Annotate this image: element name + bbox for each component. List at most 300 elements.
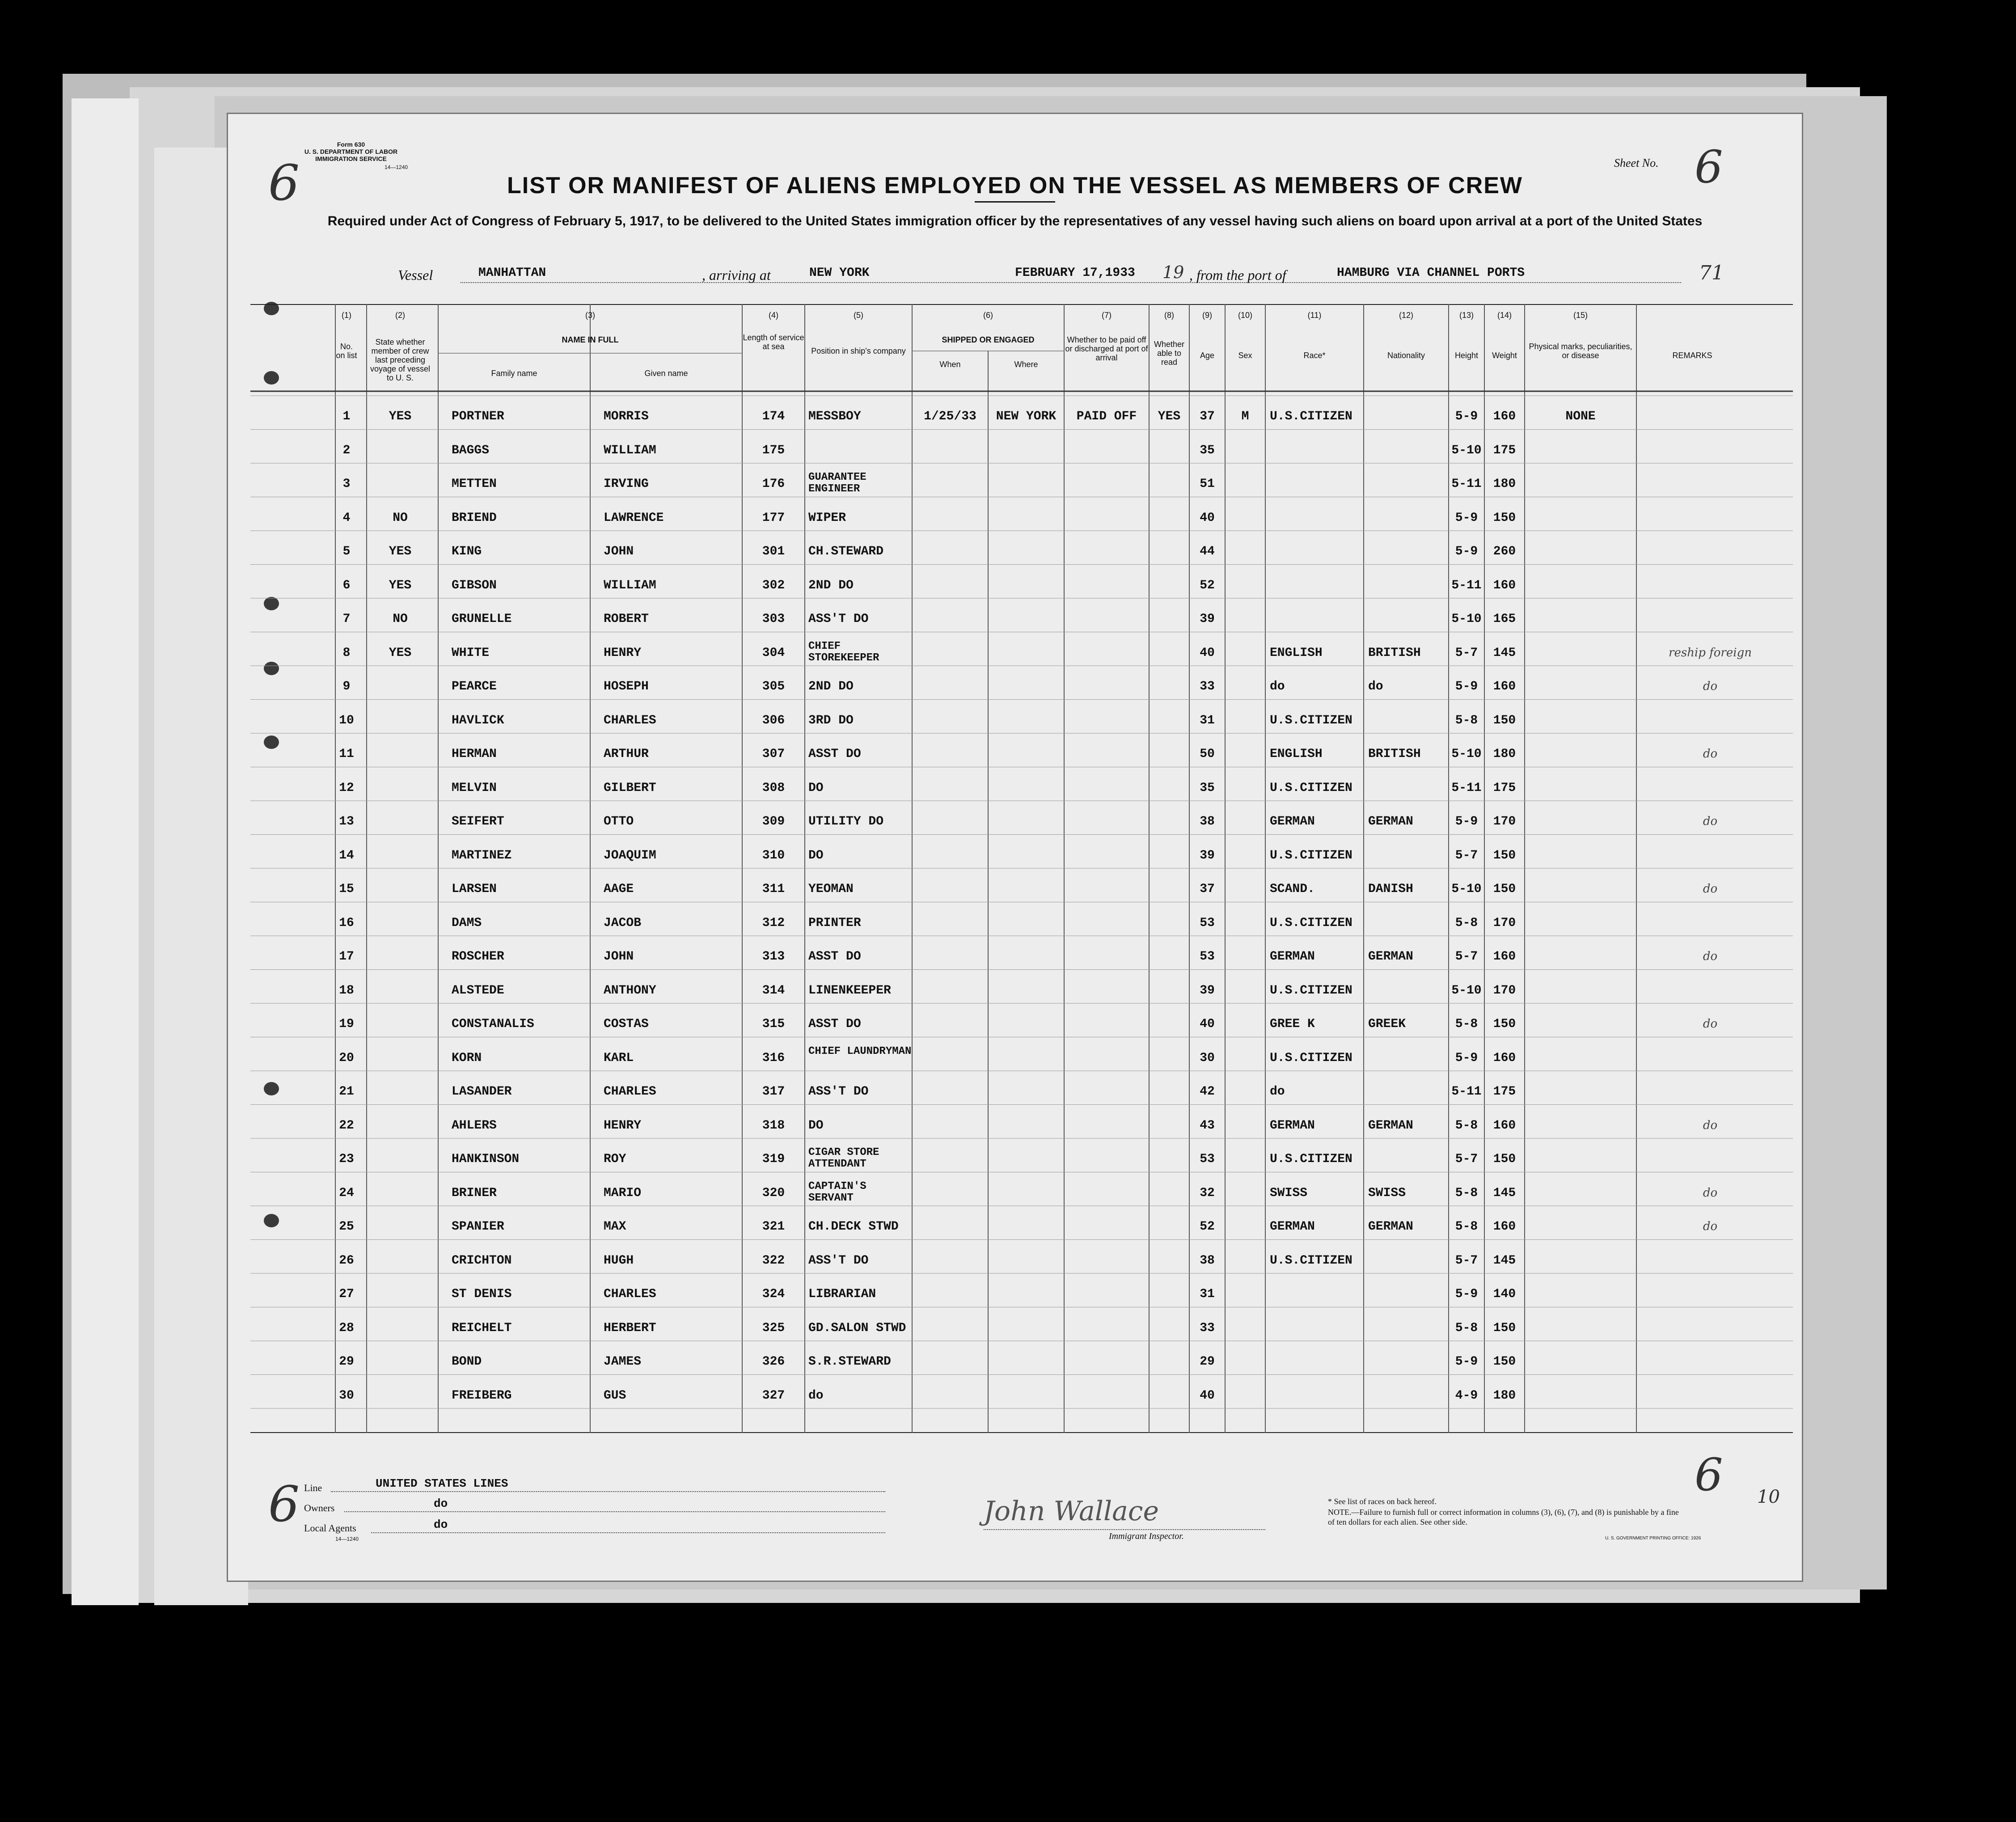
agents-value: do: [434, 1518, 448, 1531]
cell-no: 12: [339, 781, 354, 795]
col-num-12: (12): [1399, 311, 1413, 320]
header-length-of-service: Length of service at sea: [743, 333, 804, 351]
cell-no: 10: [339, 713, 354, 727]
cell-given: KARL: [604, 1051, 634, 1065]
cell-no: 18: [339, 983, 354, 998]
inspector-label: Immigrant Inspector.: [1109, 1531, 1184, 1541]
cell-family: PEARCE: [452, 680, 497, 693]
cell-height: 5-8: [1455, 1017, 1478, 1031]
agents-code: 14—1240: [335, 1536, 359, 1542]
cell-position: ASST DO: [808, 1017, 861, 1031]
cell-service: 325: [762, 1321, 785, 1335]
cell-age: 40: [1200, 511, 1215, 525]
cell-nationality: GERMAN: [1368, 1118, 1413, 1133]
sheet-no-value: 6: [1695, 141, 1723, 193]
cell-age: 50: [1200, 747, 1215, 761]
header-paid-off: Whether to be paid off or discharged at port of arrival: [1065, 335, 1148, 362]
cell-family: ST DENIS: [452, 1287, 512, 1301]
cell-age: 39: [1200, 983, 1215, 998]
cell-given: HOSEPH: [604, 680, 649, 693]
cell-position: 2ND DO: [808, 680, 854, 693]
cell-no: 20: [339, 1051, 354, 1065]
cell-age: 40: [1200, 1388, 1215, 1403]
cell-race: SWISS: [1270, 1186, 1308, 1200]
cell-position: CH.STEWARD: [808, 545, 884, 558]
arriving-label: , arriving at: [702, 267, 771, 283]
cell-height: 5-7: [1455, 646, 1478, 660]
cell-position: CAPTAIN'S SERVANT: [808, 1180, 866, 1204]
cell-weight: 160: [1493, 1220, 1516, 1234]
header-shipped-or-engaged: SHIPPED OR ENGAGED: [942, 335, 1035, 344]
cell-no: 16: [339, 916, 354, 930]
cell-given: ROBERT: [604, 612, 649, 626]
cell-weight: 160: [1493, 950, 1516, 964]
cell-family: AHLERS: [452, 1118, 497, 1133]
cell-given: AAGE: [604, 882, 634, 896]
cell-no: 13: [339, 815, 354, 829]
col-num-14: (14): [1497, 311, 1512, 320]
cell-family: DAMS: [452, 916, 482, 930]
cell-no: 22: [339, 1118, 354, 1133]
cell-service: 305: [762, 680, 785, 693]
cell-family: KING: [452, 545, 482, 558]
cell-position: S.R.STEWARD: [808, 1355, 891, 1369]
cell-height: 5-8: [1455, 713, 1478, 727]
cell-remarks: reship foreign: [1669, 646, 1752, 659]
cell-given: MORRIS: [604, 410, 649, 423]
cell-race: U.S.CITIZEN: [1270, 1253, 1352, 1268]
header-position: Position in ship's company: [811, 347, 906, 355]
header-age: Age: [1200, 351, 1215, 360]
cell-age: 42: [1200, 1085, 1215, 1099]
cell-no: 2: [342, 443, 351, 457]
cell-nationality: DANISH: [1368, 882, 1413, 896]
cell-race: ENGLISH: [1270, 646, 1323, 660]
cell-age: 38: [1200, 815, 1215, 829]
cell-remarks: do: [1703, 1186, 1718, 1200]
cell-position: YEOMAN: [808, 882, 854, 896]
cell-weight: 150: [1493, 1355, 1516, 1369]
cell-race: SCAND.: [1270, 882, 1315, 896]
cell-read: YES: [1158, 410, 1181, 423]
cell-remarks: do: [1703, 815, 1718, 828]
cell-family: HAVLICK: [452, 713, 504, 727]
cell-height: 5-8: [1455, 1118, 1478, 1133]
cell-weight: 150: [1493, 511, 1516, 525]
cell-service: 177: [762, 511, 785, 525]
cell-family: ROSCHER: [452, 950, 504, 964]
cell-position: DO: [808, 1118, 824, 1133]
vessel-line-rule: [461, 282, 1681, 283]
cell-height: 5-7: [1455, 950, 1478, 964]
cell-race: GREE K: [1270, 1017, 1315, 1031]
owners-rule: [344, 1511, 885, 1512]
cell-weight: 165: [1493, 612, 1516, 626]
cell-height: 5-10: [1451, 747, 1482, 761]
arrival-port: NEW YORK: [809, 266, 870, 280]
cell-service: 324: [762, 1287, 785, 1301]
cell-service: 317: [762, 1085, 785, 1099]
cell-given: ARTHUR: [604, 747, 649, 761]
cell-service: 309: [762, 815, 785, 829]
cell-given: CHARLES: [604, 1085, 656, 1099]
cell-service: 314: [762, 983, 785, 998]
cell-weight: 160: [1493, 680, 1516, 693]
cell-no: 15: [339, 882, 354, 896]
cell-family: CRICHTON: [452, 1253, 512, 1268]
cell-remarks: do: [1703, 680, 1718, 693]
cell-height: 5-10: [1451, 882, 1482, 896]
line-label: Line: [304, 1482, 322, 1493]
cell-nationality: BRITISH: [1368, 646, 1421, 660]
cell-no: 17: [339, 950, 354, 964]
cell-position: LINENKEEPER: [808, 983, 891, 998]
cell-family: LASANDER: [452, 1085, 512, 1099]
cell-weight: 150: [1493, 848, 1516, 862]
cell-age: 31: [1200, 713, 1215, 727]
header-where: Where: [1014, 360, 1038, 369]
cell-given: HUGH: [604, 1253, 634, 1268]
cell-weight: 170: [1493, 916, 1516, 930]
cell-weight: 150: [1493, 713, 1516, 727]
header-member-of-crew: State whether member of crew last preceding voyage of vessel to U. S.: [370, 338, 431, 382]
cell-height: 5-8: [1455, 1220, 1478, 1234]
cell-remarks: do: [1703, 950, 1718, 963]
cell-height: 5-11: [1451, 781, 1482, 795]
cell-no: 9: [342, 680, 351, 693]
cell-height: 5-9: [1455, 680, 1478, 693]
cell-age: 51: [1200, 477, 1215, 491]
cell-no: 19: [339, 1017, 354, 1031]
cell-member: NO: [393, 511, 408, 525]
cell-position: do: [808, 1388, 824, 1403]
cell-age: 33: [1200, 680, 1215, 693]
cell-height: 5-7: [1455, 1253, 1478, 1268]
cell-service: 311: [762, 882, 785, 896]
note-failure: NOTE.—Failure to furnish full or correct information in columns (3), (6), (7), and (8) is punishable by a fine of ten dollars for each alien. See other side.: [1328, 1508, 1679, 1526]
cell-given: IRVING: [604, 477, 649, 491]
cell-weight: 140: [1493, 1287, 1516, 1301]
cell-no: 3: [342, 477, 351, 491]
cell-family: KORN: [452, 1051, 482, 1065]
cell-age: 39: [1200, 848, 1215, 862]
cell-weight: 160: [1493, 578, 1516, 592]
cell-race: U.S.CITIZEN: [1270, 713, 1352, 727]
handwritten-sheet-mark: 6: [268, 154, 300, 211]
col-num-7: (7): [1102, 311, 1112, 320]
cell-race: U.S.CITIZEN: [1270, 848, 1352, 862]
cell-given: GILBERT: [604, 781, 656, 795]
cell-service: 176: [762, 477, 785, 491]
cell-age: 53: [1200, 1152, 1215, 1166]
cell-age: 33: [1200, 1321, 1215, 1335]
cell-given: CHARLES: [604, 1287, 656, 1301]
cell-weight: 160: [1493, 1118, 1516, 1133]
cell-member: NO: [393, 612, 408, 626]
cell-no: 27: [339, 1287, 354, 1301]
cell-position: GUARANTEE ENGINEER: [808, 471, 866, 495]
department: U. S. DEPARTMENT OF LABOR: [304, 148, 398, 155]
cell-service: 304: [762, 646, 785, 660]
cell-weight: 145: [1493, 1253, 1516, 1268]
cell-no: 26: [339, 1253, 354, 1268]
header-nationality: Nationality: [1387, 351, 1425, 360]
cell-age: 39: [1200, 612, 1215, 626]
cell-member: YES: [389, 545, 412, 558]
cell-remarks: do: [1703, 1017, 1718, 1031]
cell-service: 321: [762, 1220, 785, 1234]
col-num-1: (1): [342, 311, 351, 320]
cell-age: 43: [1200, 1118, 1215, 1133]
cell-nationality: SWISS: [1368, 1186, 1406, 1200]
cell-given: JACOB: [604, 916, 642, 930]
cell-height: 5-8: [1455, 1186, 1478, 1200]
cell-remarks: do: [1703, 882, 1718, 896]
col-num-9: (9): [1202, 311, 1212, 320]
cell-no: 25: [339, 1220, 354, 1234]
col-num-8: (8): [1164, 311, 1174, 320]
cell-sex: M: [1241, 410, 1249, 423]
cell-given: OTTO: [604, 815, 634, 829]
form-code: 14—1240: [385, 164, 408, 170]
cell-family: BRIEND: [452, 511, 497, 525]
cell-height: 5-9: [1455, 1355, 1478, 1369]
cell-height: 5-11: [1451, 578, 1482, 592]
cell-given: ANTHONY: [604, 983, 656, 998]
cell-given: MAX: [604, 1220, 626, 1234]
cell-no: 23: [339, 1152, 354, 1166]
cell-age: 30: [1200, 1051, 1215, 1065]
cell-height: 4-9: [1455, 1388, 1478, 1403]
cell-height: 5-11: [1451, 477, 1482, 491]
cell-no: 24: [339, 1186, 354, 1200]
handwritten-bottom-right: 6: [1695, 1449, 1723, 1501]
cell-position: PRINTER: [808, 916, 861, 930]
header-sex: Sex: [1238, 351, 1252, 360]
cell-service: 303: [762, 612, 785, 626]
col-num-3: (3): [585, 311, 595, 320]
col-num-4: (4): [769, 311, 778, 320]
background-strip: [72, 98, 139, 1605]
cell-no: 21: [339, 1085, 354, 1099]
cell-position: MESSBOY: [808, 410, 861, 423]
cell-race: do: [1270, 1085, 1285, 1099]
cell-given: JOAQUIM: [604, 848, 656, 862]
cell-nationality: GERMAN: [1368, 815, 1413, 829]
cell-no: 5: [342, 545, 351, 558]
cell-no: 4: [342, 511, 351, 525]
cell-weight: 145: [1493, 1186, 1516, 1200]
cell-age: 40: [1200, 646, 1215, 660]
cell-height: 5-9: [1455, 545, 1478, 558]
cell-race: GERMAN: [1270, 950, 1315, 964]
cell-family: BAGGS: [452, 443, 490, 457]
cell-service: 315: [762, 1017, 785, 1031]
cell-family: CONSTANALIS: [452, 1017, 534, 1031]
cell-height: 5-9: [1455, 1051, 1478, 1065]
from-port-label: , from the port of: [1189, 267, 1286, 283]
cell-no: 1: [342, 410, 351, 423]
cell-age: 37: [1200, 410, 1215, 423]
cell-age: 53: [1200, 916, 1215, 930]
cell-given: JAMES: [604, 1355, 642, 1369]
cell-position: ASS'T DO: [808, 1085, 869, 1099]
cell-member: YES: [389, 646, 412, 660]
cell-remarks: do: [1703, 1118, 1718, 1132]
note-races: * See list of races on back hereof.: [1328, 1497, 1437, 1506]
cell-race: U.S.CITIZEN: [1270, 916, 1352, 930]
cell-service: 302: [762, 578, 785, 592]
cell-service: 306: [762, 713, 785, 727]
cell-weight: 150: [1493, 1152, 1516, 1166]
cell-nationality: BRITISH: [1368, 747, 1421, 761]
header-race: Race*: [1303, 351, 1326, 360]
cell-race: GERMAN: [1270, 1118, 1315, 1133]
cell-weight: 175: [1493, 1085, 1516, 1099]
header-weight: Weight: [1492, 351, 1517, 360]
cell-height: 5-7: [1455, 848, 1478, 862]
cell-no: 6: [342, 578, 351, 592]
cell-service: 319: [762, 1152, 785, 1166]
cell-race: ENGLISH: [1270, 747, 1323, 761]
cell-weight: 145: [1493, 646, 1516, 660]
header-family-name: Family name: [491, 369, 537, 378]
col-num-6: (6): [983, 311, 993, 320]
title-rule: [975, 201, 1055, 203]
cell-given: CHARLES: [604, 713, 656, 727]
cell-weight: 180: [1493, 1388, 1516, 1403]
from-port: HAMBURG VIA CHANNEL PORTS: [1337, 266, 1525, 280]
cell-height: 5-7: [1455, 1152, 1478, 1166]
cell-service: 174: [762, 410, 785, 423]
cell-race: U.S.CITIZEN: [1270, 781, 1352, 795]
handwritten-bottom-left: 6: [268, 1475, 300, 1533]
cell-given: HENRY: [604, 1118, 642, 1133]
cell-given: GUS: [604, 1388, 626, 1403]
cell-when: 1/25/33: [924, 410, 976, 423]
cell-nationality: GREEK: [1368, 1017, 1406, 1031]
cell-given: ROY: [604, 1152, 626, 1166]
owners-value: do: [434, 1497, 448, 1510]
cell-position: CHIEF STOREKEEPER: [808, 640, 879, 664]
cell-given: COSTAS: [604, 1017, 649, 1031]
cell-service: 301: [762, 545, 785, 558]
cell-given: HENRY: [604, 646, 642, 660]
header-when: When: [939, 360, 961, 369]
col-num-10: (10): [1238, 311, 1252, 320]
cell-position: DO: [808, 781, 824, 795]
agents-rule: [371, 1532, 885, 1533]
owners-label: Owners: [304, 1502, 335, 1513]
cell-family: MARTINEZ: [452, 848, 512, 862]
cell-age: 38: [1200, 1253, 1215, 1268]
cell-family: MELVIN: [452, 781, 497, 795]
cell-marks: NONE: [1565, 410, 1596, 423]
cell-race: do: [1270, 680, 1285, 693]
cell-age: 35: [1200, 443, 1215, 457]
cell-service: 175: [762, 443, 785, 457]
cell-weight: 170: [1493, 983, 1516, 998]
cell-height: 5-10: [1451, 443, 1482, 457]
cell-remarks: do: [1703, 747, 1718, 761]
page-title: LIST OR MANIFEST OF ALIENS EMPLOYED ON THE VESSEL AS MEMBERS OF CREW: [507, 173, 1523, 199]
cell-family: SPANIER: [452, 1220, 504, 1234]
cell-age: 53: [1200, 950, 1215, 964]
cell-age: 29: [1200, 1355, 1215, 1369]
col-num-13: (13): [1459, 311, 1474, 320]
cell-family: SEIFERT: [452, 815, 504, 829]
vessel-name: MANHATTAN: [478, 266, 546, 280]
cell-age: 52: [1200, 578, 1215, 592]
cell-height: 5-9: [1455, 1287, 1478, 1301]
cell-position: CHIEF LAUNDRYMAN: [808, 1045, 912, 1057]
cell-position: ASS'T DO: [808, 1253, 869, 1268]
cell-position: ASST DO: [808, 950, 861, 964]
cell-position: GD.SALON STWD: [808, 1321, 906, 1335]
cell-no: 14: [339, 848, 354, 862]
col-num-5: (5): [854, 311, 863, 320]
cell-age: 32: [1200, 1186, 1215, 1200]
line-value: UNITED STATES LINES: [376, 1477, 508, 1490]
cell-weight: 150: [1493, 1017, 1516, 1031]
cell-weight: 160: [1493, 1051, 1516, 1065]
cell-no: 7: [342, 612, 351, 626]
year-label: 19: [1162, 262, 1184, 282]
cell-weight: 150: [1493, 1321, 1516, 1335]
cell-paid: PAID OFF: [1076, 410, 1137, 423]
printer-mark: U. S. GOVERNMENT PRINTING OFFICE: 1926: [1605, 1536, 1701, 1541]
cell-position: DO: [808, 848, 824, 862]
cell-weight: 160: [1493, 410, 1516, 423]
cell-age: 37: [1200, 882, 1215, 896]
cell-family: FREIBERG: [452, 1388, 512, 1403]
header-name-in-full: NAME IN FULL: [562, 335, 619, 344]
cell-service: 322: [762, 1253, 785, 1268]
cell-weight: 175: [1493, 781, 1516, 795]
cell-no: 8: [342, 646, 351, 660]
signature-rule: [984, 1529, 1265, 1530]
cell-given: HERBERT: [604, 1321, 656, 1335]
handwritten-corner-number: 10: [1757, 1487, 1780, 1507]
col-num-11: (11): [1307, 311, 1322, 320]
col-num-15: (15): [1573, 311, 1588, 320]
cell-height: 5-8: [1455, 1321, 1478, 1335]
cell-height: 5-8: [1455, 916, 1478, 930]
cell-family: HERMAN: [452, 747, 497, 761]
cell-height: 5-9: [1455, 410, 1478, 423]
header-remarks: REMARKS: [1672, 351, 1712, 360]
cell-no: 28: [339, 1321, 354, 1335]
cell-position: WIPER: [808, 511, 846, 525]
cell-family: GIBSON: [452, 578, 497, 592]
cell-family: BOND: [452, 1355, 482, 1369]
cell-family: ALSTEDE: [452, 983, 504, 998]
cell-weight: 260: [1493, 545, 1516, 558]
cell-height: 5-11: [1451, 1085, 1482, 1099]
cell-race: U.S.CITIZEN: [1270, 410, 1352, 423]
cell-given: JOHN: [604, 950, 634, 964]
cell-race: U.S.CITIZEN: [1270, 1051, 1352, 1065]
cell-position: CIGAR STORE ATTENDANT: [808, 1146, 879, 1170]
cell-position: 3RD DO: [808, 713, 854, 727]
cell-race: GERMAN: [1270, 815, 1315, 829]
cell-race: GERMAN: [1270, 1220, 1315, 1234]
header-given-name: Given name: [644, 369, 688, 378]
cell-age: 40: [1200, 1017, 1215, 1031]
cell-service: 318: [762, 1118, 785, 1133]
cell-weight: 150: [1493, 882, 1516, 896]
cell-position: CH.DECK STWD: [808, 1220, 899, 1234]
